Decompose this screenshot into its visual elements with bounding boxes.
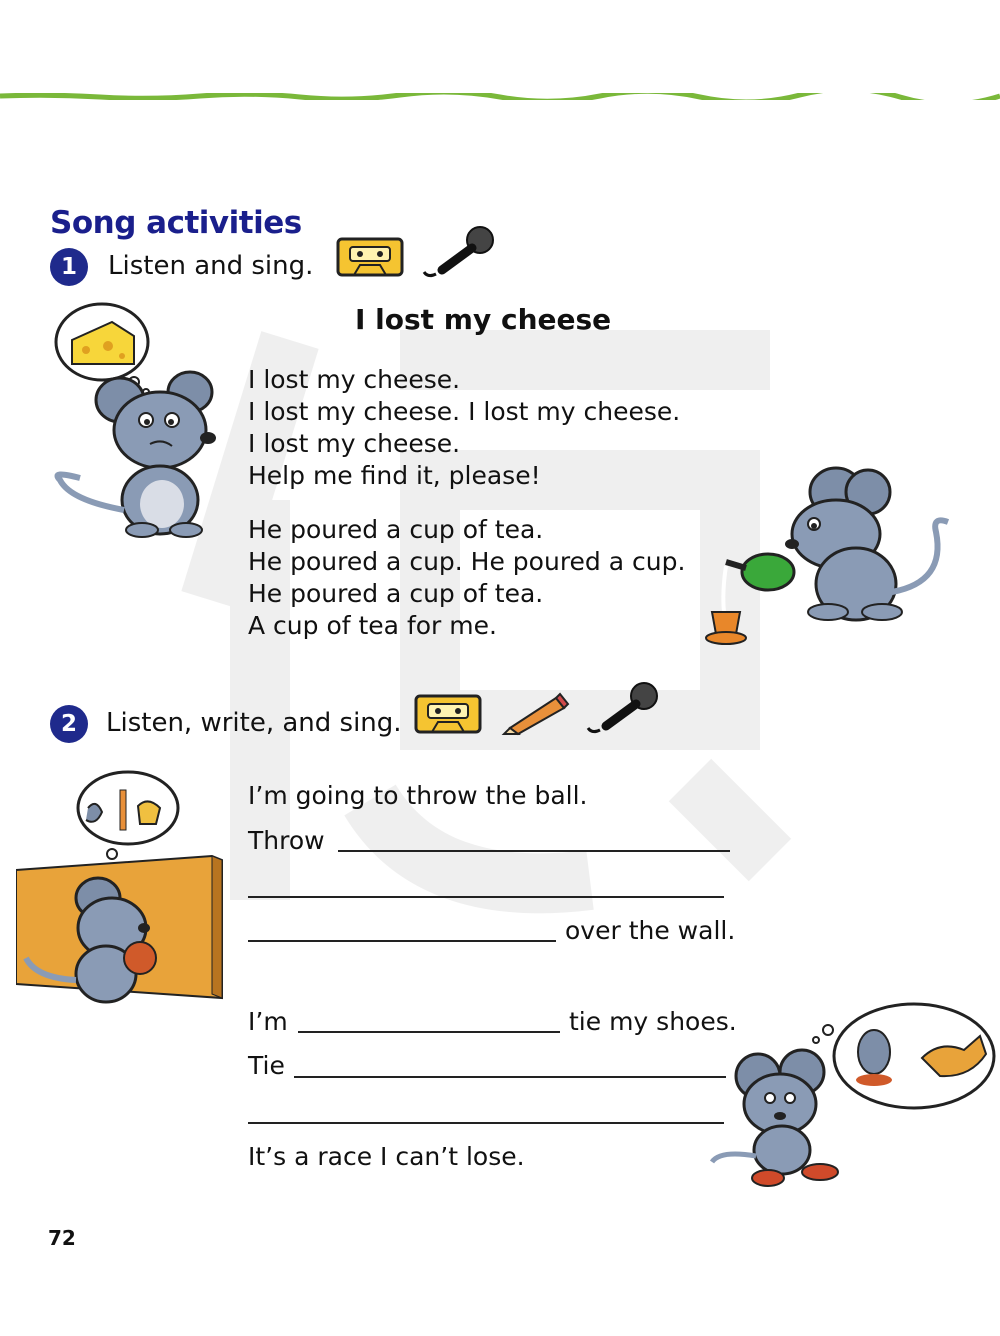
fill-label-tie: Tie — [248, 1051, 285, 1080]
verse-2 — [248, 514, 685, 642]
blank-line-4[interactable] — [298, 1031, 560, 1033]
verse-1-line: I lost my cheese. I lost my cheese. — [248, 397, 681, 426]
section-2-instruction: Listen, write, and sing. — [106, 708, 402, 738]
cassette-icon — [336, 237, 404, 277]
pencil-icon — [500, 690, 570, 736]
blank-line-3[interactable] — [248, 940, 556, 942]
verse-1-line: I lost my cheese. — [248, 429, 461, 458]
section-1-badge: 1 — [50, 248, 88, 286]
blank-line-6[interactable] — [248, 1122, 724, 1124]
verse-2-line: A cup of tea for me. — [248, 611, 497, 640]
song-title: I lost my cheese — [355, 303, 612, 336]
verse-2-line: He poured a cup of tea. — [248, 515, 544, 544]
verse-1-line: I lost my cheese. — [248, 365, 461, 394]
blank-line-2[interactable] — [248, 896, 724, 898]
cassette-icon — [414, 694, 482, 734]
page-heading: Song activities — [50, 205, 302, 241]
mouse-racing-cat-illustration — [710, 1000, 1000, 1200]
fill-line-race: It’s a race I can’t lose. — [248, 1142, 525, 1171]
blank-throw[interactable] — [338, 850, 730, 852]
fill-line-tie-shoes: tie my shoes. — [569, 1007, 737, 1036]
microphone-icon — [420, 224, 496, 280]
fill-label-throw: Throw — [248, 826, 325, 855]
fill-label-im: I’m — [248, 1007, 288, 1036]
section-1-instruction: Listen and sing. — [108, 251, 314, 281]
fill-line-1: I’m going to throw the ball. — [248, 781, 588, 810]
verse-2-line: He poured a cup. He poured a cup. — [248, 547, 686, 576]
verse-2-line: He poured a cup of tea. — [248, 579, 544, 608]
page-number: 72 — [48, 1226, 76, 1250]
verse-1 — [248, 364, 680, 492]
top-green-rule — [0, 93, 1000, 100]
section-2-badge: 2 — [50, 705, 88, 743]
blank-tie[interactable] — [294, 1076, 726, 1078]
fill-line-over-wall: over the wall. — [565, 916, 736, 945]
microphone-icon — [584, 680, 660, 736]
verse-1-line: Help me find it, please! — [248, 461, 541, 490]
mouse-with-ball-at-wall-illustration — [16, 768, 228, 1008]
mouse-pouring-tea-illustration — [696, 462, 956, 652]
mouse-thinking-cheese-illustration — [50, 300, 230, 540]
